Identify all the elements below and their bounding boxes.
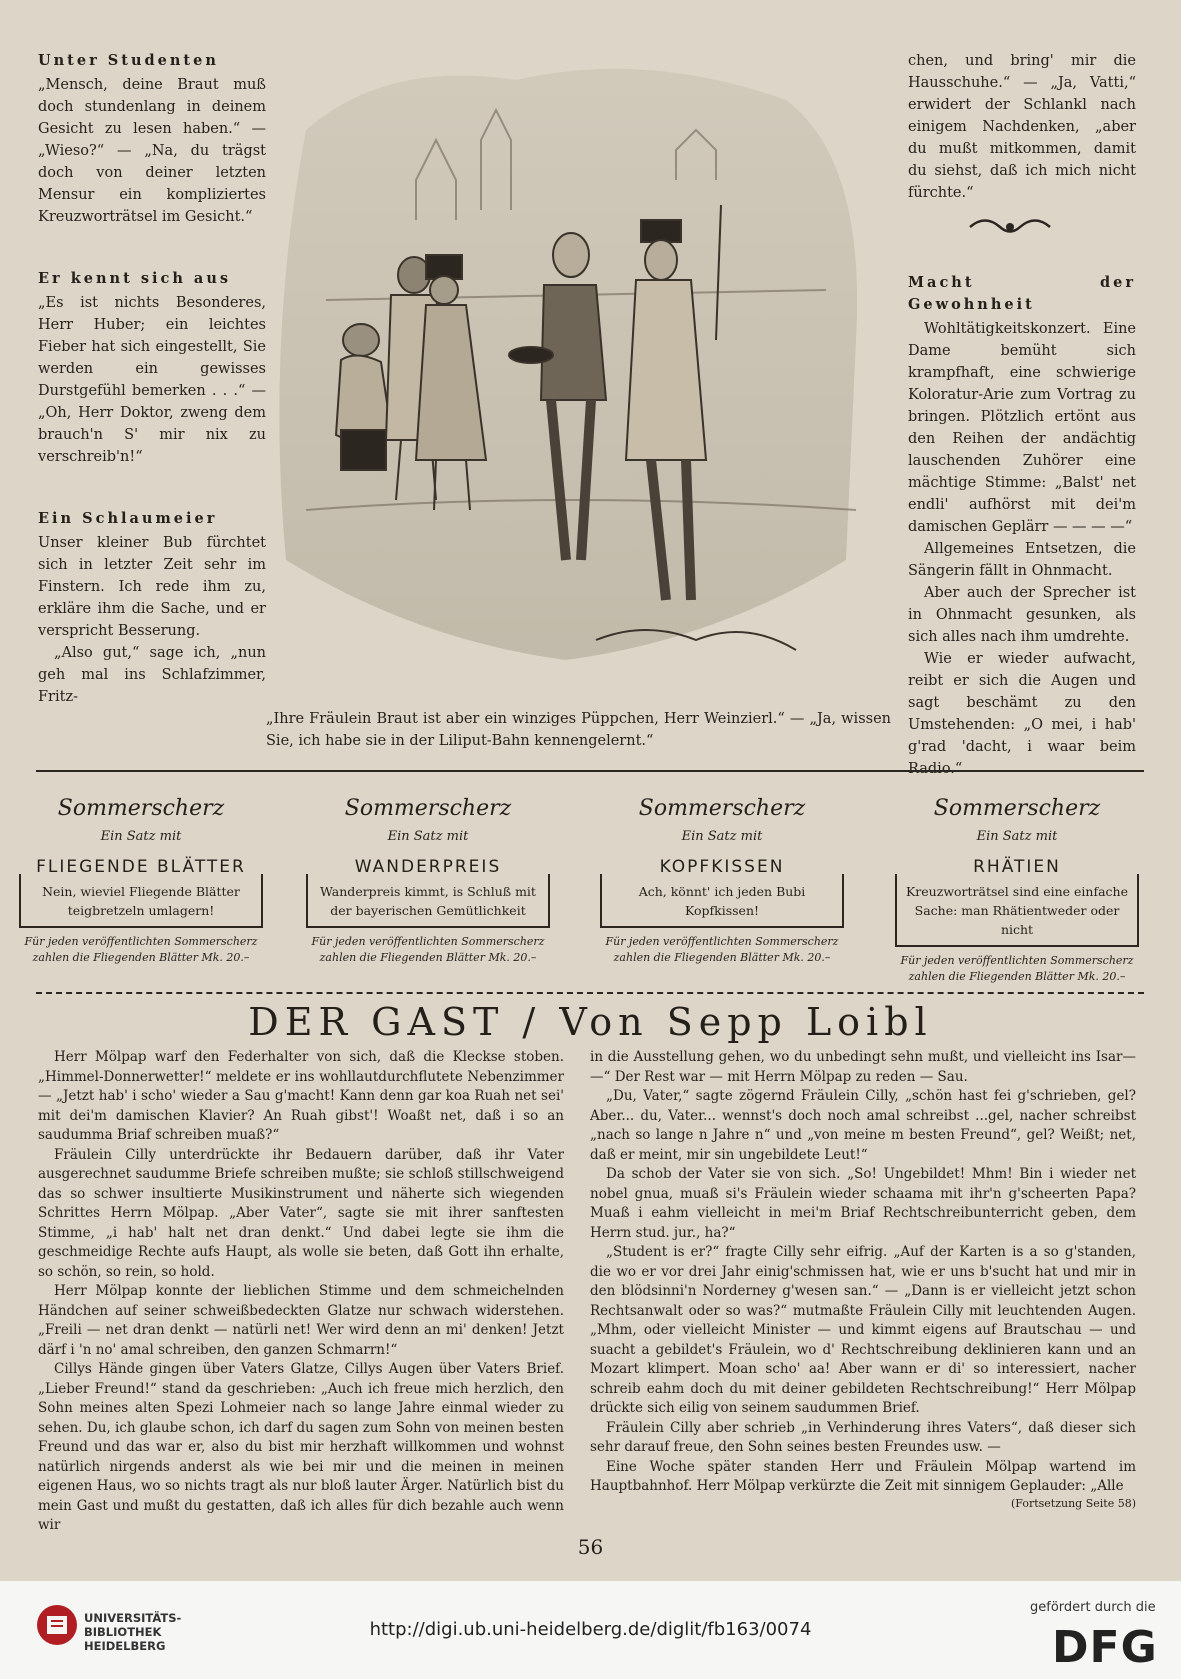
ad-keyword: FLIEGENDE BLÄTTER bbox=[32, 857, 250, 877]
joke-text: Unser kleiner Bub fürchtet sich in letzter Zeit sehr im Finstern. Ich rede ihm zu, erkläre ihm die Sache, und er verspricht Besserung. bbox=[38, 535, 266, 639]
ad-subtitle: Ein Satz mit bbox=[681, 829, 763, 844]
story-paragraph: „Student is er?“ fragte Cilly sehr eifrig. „Auf der Karten is a so g'standen, die wo er vor drei Jahr einig'schmissen hat, wie er uns b'sucht hat und mir in den blödsinni'n Norderney g'wesen san.“ — „Dann is er vielleicht jetzt schon Rechtsanwalt oder so was?“ mutmaßte Fräulein Cilly mit leuchtenden Augen. „Mhm, oder vielleicht Minister — und kimmt eigens auf Brautschau — und suacht a gebildet's Fräulein, wo d' Rechtschreibung deklinieren kann und an Mozart klimpert. Moan scho' aa! Aber wann er di' so interessiert, nacher schreib eahm doch du mit deiner gebildeten Rechtschreibung!“ Herr Mölpap drückte sich eilig von seinem saudummen Brief. bbox=[590, 1244, 1136, 1416]
library-name: UNIVERSITÄTS- BIBLIOTHEK HEIDELBERG bbox=[84, 1611, 182, 1653]
divider-dashed bbox=[36, 992, 1144, 994]
heading-macht-der-gewohnheit: Macht der Gewohnheit bbox=[908, 274, 1136, 313]
ad-title: Sommerscherz bbox=[638, 796, 806, 821]
heading-er-kennt-sich-aus: Er kennt sich aus bbox=[38, 270, 232, 287]
ad-keyword: RHÄTIEN bbox=[969, 857, 1065, 877]
story-paragraph: Herr Mölpap warf den Federhalter von sich, daß die Kleckse stoben. „Himmel-Donnerwetter!“ meldete er ins wohllautdurchflutete Nebenzimmer — „Jetzt hab' i scho' wieder a Sau g'macht! Kann denn gar koa Ruah net sei' mit dei'm damischen Klavier? An Ruah gibst'! Woaßt net, daß i so an saudumma Briaf schreiben muaß?“ bbox=[38, 1049, 564, 1143]
joke-text: „Also gut,“ sage ich, „nun geh mal ins Schlafzimmer, Fritz- bbox=[38, 645, 266, 705]
right-column bbox=[908, 50, 1136, 780]
ad-subtitle: Ein Satz mit bbox=[976, 829, 1058, 844]
divider-top bbox=[36, 770, 1144, 772]
joke-text: „Es ist nichts Besonderes, Herr Huber; ein leichtes Fieber hat sich eingestellt, Sie werden ein gewisses Durstgefühl bemerken . . .“ — „Oh, Herr Doktor, zweng dem brauch'n S' mir nix zu verschreib'n!“ bbox=[38, 295, 266, 465]
ad-note: Für jeden veröffentlichten Sommerscherz zahlen die Fliegenden Blätter Mk. 20.– bbox=[605, 935, 839, 964]
ad-sentence: Kreuzworträtsel sind eine einfache Sache: man Rhätientweder oder nicht bbox=[905, 884, 1129, 937]
heading-ein-schlaumeier: Ein Schlaumeier bbox=[38, 510, 218, 527]
heading-unter-studenten: Unter Studenten bbox=[38, 52, 219, 69]
joke-text: Wohltätigkeitskonzert. Eine Dame bemüht sich krampfhaft, eine schwierige Koloratur-Arie zum Vortrag zu bringen. Plötzlich ertönt aus den Reihen der andächtig lauschenden Zuhörer eine mächtige Stimme: „Balst' net endli' aufhörst mit dei'm damischen Geplärr — — — —“ bbox=[908, 321, 1136, 535]
ad-sentence: Nein, wieviel Fliegende Blätter teigbretzeln umlagern! bbox=[42, 884, 240, 918]
joke-text: Allgemeines Entsetzen, die Sängerin fällt in Ohnmacht. bbox=[908, 541, 1136, 579]
story-paragraph: Da schob der Vater sie von sich. „So! Ungebildet! Mhm! Bin i wieder net nobel gnua, muaß si's Fräulein wieder schaama mit ihr'n g'scheerten Papa? Muaß i eahm vielleicht in mei'm Briaf Rechtschreibunterricht geben, dem Herrn stud. jur., ha?“ bbox=[590, 1166, 1136, 1241]
ad-title: Sommerscherz bbox=[933, 796, 1101, 821]
story-paragraph: Cillys Hände gingen über Vaters Glatze, Cillys Augen über Vaters Brief. „Lieber Freund!“ stand da geschrieben: „Auch ich freue mich herzlich, den Sohn meines alten Spezi Lohmeier nach so lange Jahre einmal wieder zu sehen. Du, ich glaube schon, ich darf du sagen zum Sohn von meinen besten Freund und das war er, also du bist mir herzhaft willkommen und wohnst natürlich nirgends anderst als wie bei mir und die meinen in meinen eigenen Haus, wo so nichts tragt als nur bloß lauter Ärger. Natürlich bist du mein Gast und mußt du gestatten, daß ich alles für dich bezahle auch wenn wir bbox=[38, 1361, 564, 1533]
ad-box bbox=[19, 857, 263, 928]
ad-box bbox=[306, 857, 550, 928]
ad-title: Sommerscherz bbox=[344, 796, 512, 821]
ad-box bbox=[895, 857, 1139, 947]
ad-sentence: Ach, könnt' ich jeden Bubi Kopfkissen! bbox=[638, 884, 806, 918]
story-column-left bbox=[38, 1048, 564, 1536]
story-paragraph: Fräulein Cilly unterdrückte ihr Bedauern darüber, daß ihr Vater ausgerechnet saudumme Briefe schreiben mußte; sie schloß stillschweigend das so schwer insultierte Musikinstrument und näherte sich wiegenden Schrittes Herrn Mölpap. „Aber Vater“, sagte sie mit ihrer sanftesten Stimme, „i hab' halt net dran denkt.“ Und dabei legte sie ihm die geschmeidige Rechte aufs Haupt, als wolle sie beten, daß Gott ihn erhalte, so schön, so rein, so hold. bbox=[38, 1146, 564, 1280]
ad-subtitle: Ein Satz mit bbox=[100, 829, 182, 844]
story-title: DER GAST / Von Sepp Loibl bbox=[248, 1000, 933, 1044]
ad-note: Für jeden veröffentlichten Sommerscherz zahlen die Fliegenden Blätter Mk. 20.– bbox=[900, 954, 1134, 983]
ad-title: Sommerscherz bbox=[57, 796, 225, 821]
sommerscherz-ad-4 bbox=[892, 796, 1142, 985]
ad-note: Für jeden veröffentlichten Sommerscherz zahlen die Fliegenden Blätter Mk. 20.– bbox=[311, 935, 545, 964]
illustration-caption: „Ihre Fräulein Braut ist aber ein winziges Püppchen, Herr Weinzierl.“ — „Ja, wissen Sie, ich habe sie in der Liliput-Bahn kennengelernt.“ bbox=[266, 711, 891, 749]
ad-keyword: WANDERPREIS bbox=[351, 857, 505, 877]
page-number: 56 bbox=[577, 1535, 604, 1559]
cartoon-illustration bbox=[266, 40, 886, 695]
joke-text: Aber auch der Sprecher ist in Ohnmacht gesunken, als sich alles nach ihm umdrehte. bbox=[908, 585, 1136, 645]
dfg-logo: DFG bbox=[1052, 1622, 1158, 1673]
story-paragraph: Fräulein Cilly aber schrieb „in Verhinderung ihres Vaters“, daß dieser sich sehr darauf freue, den Sohn seines besten Freundes usw. — bbox=[590, 1419, 1136, 1455]
sommerscherz-ad-3 bbox=[597, 796, 847, 966]
story-paragraph: „Du, Vater,“ sagte zögernd Fräulein Cilly, „schön hast fei g'schrieben, gel? Aber... du, Vater... wennst's doch noch amal schreibst ...gel, nacher schreibst „nach so lange n Jahre n“ und „von meine m besten Freund“, gel? Weißt; net, daß er meint, mir sin ungebildete Leut!“ bbox=[590, 1088, 1136, 1163]
sponsor-label: gefördert durch die bbox=[1030, 1600, 1156, 1615]
story-paragraph: Eine Woche später standen Herr und Fräulein Mölpap wartend im Hauptbahnhof. Herr Mölpap verkürzte die Zeit mit sinnigem Geplauder: „Alle bbox=[590, 1458, 1136, 1494]
continuation-note: (Fortsetzung Seite 58) bbox=[1011, 1496, 1136, 1510]
story-paragraph: in die Ausstellung gehen, wo du unbedingt sehn mußt, und vielleicht ins Isar— —“ Der Rest war — mit Herrn Mölpap zu reden — Sau. bbox=[590, 1049, 1136, 1085]
story-paragraph: Herr Mölpap konnte der lieblichen Stimme und dem schmeichelnden Händchen auf seiner schweißbedeckten Glatze nur schwach widerstehen. „Freili — net dran denkt — natürli net! Wer wird denn an mi' denken! Jetzt därf i 'n no' amal schreiben, den ganzen Schmarrn!“ bbox=[38, 1283, 564, 1358]
ad-keyword: KOPFKISSEN bbox=[656, 857, 789, 877]
joke-text: Wie er wieder aufwacht, reibt er sich die Augen und sagt beschämt zu den Umstehenden: „O mei, i hab' g'rad 'dacht, i waar beim Radio.“ bbox=[908, 651, 1136, 777]
ornament-icon bbox=[965, 214, 1055, 240]
sommerscherz-ad-1 bbox=[16, 796, 266, 966]
joke-text: „Mensch, deine Braut muß doch stundenlang in deinem Gesicht zu lesen haben.“ — „Wieso?“ — „Na, du trägst doch von deiner letzten Mensur ein kompliziertes Kreuzworträtsel im Gesicht.“ bbox=[38, 77, 266, 225]
left-column bbox=[38, 50, 266, 708]
source-url-link[interactable]: http://digi.ub.uni-heidelberg.de/diglit/fb163/0074 bbox=[369, 1619, 812, 1640]
ad-box bbox=[600, 857, 844, 928]
story-column-right bbox=[590, 1048, 1136, 1511]
joke-text: chen, und bring' mir die Hausschuhe.“ — „Ja, Vatti,“ erwidert der Schlankl nach einigem Nachdenken, „aber du mußt mitkommen, damit du siehst, daß ich mich nicht fürchte.“ bbox=[908, 53, 1136, 201]
ad-note: Für jeden veröffentlichten Sommerscherz zahlen die Fliegenden Blätter Mk. 20.– bbox=[24, 935, 258, 964]
sommerscherz-ad-2 bbox=[303, 796, 553, 966]
ad-sentence: Wanderpreis kimmt, is Schluß mit der bayerischen Gemütlichkeit bbox=[320, 884, 536, 918]
ad-subtitle: Ein Satz mit bbox=[387, 829, 469, 844]
